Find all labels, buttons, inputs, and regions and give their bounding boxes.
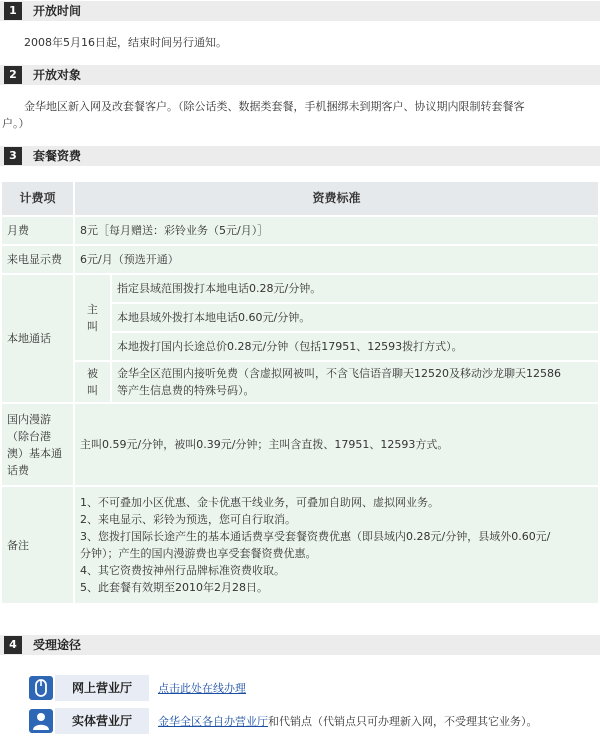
table-row	[2, 217, 598, 244]
section-title: 受理途径	[33, 638, 82, 652]
incoming-label	[75, 362, 110, 402]
section-number: 4	[4, 636, 22, 654]
table-row	[2, 246, 598, 273]
incoming-label-char: 叫	[87, 384, 98, 397]
note-line: 1、不可叠加小区优惠、金卡优惠干线业务，可叠加自助网、虚拟网业务。	[80, 496, 439, 509]
caller-id-label: 来电显示费	[2, 246, 73, 273]
monthly-fee-value: 8元［每月赠送：彩铃业务（5元/月）］	[75, 217, 598, 244]
person-icon	[29, 709, 53, 733]
physical-channel-desc: 和代销点（代销点只可办理新入网，不受理其它业务）。	[268, 715, 538, 728]
roaming-label	[2, 404, 73, 485]
table-row	[2, 404, 598, 485]
header-standard: 资费标准	[75, 182, 598, 215]
note-line: 5、此套餐有效期至2010年2月28日。	[80, 581, 268, 594]
section-title: 开放时间	[33, 4, 82, 18]
section-header-open-time	[0, 1, 600, 21]
physical-hall-link[interactable]: 金华全区各自办营业厅	[158, 715, 268, 728]
section-number: 3	[4, 147, 22, 165]
outgoing-label	[75, 275, 110, 360]
outgoing-item: 本地拨打国内长途总价0.28元/分钟（包括17951、12593拨打方式）。	[112, 333, 598, 360]
mouse-icon	[29, 676, 53, 700]
table-row	[2, 275, 598, 302]
note-line: 分钟）；产生的国内漫游费也享受套餐资费优惠。	[80, 547, 317, 560]
open-target-text-line1: 金华地区新入网及改套餐客户。（除公话类、数据类套餐，手机捆绑未到期客户、协议期内限制转套餐客	[24, 100, 525, 113]
notes-value	[75, 487, 598, 603]
note-line: 4、其它资费按神州行品牌标准资费收取。	[80, 564, 285, 577]
fee-table	[0, 180, 600, 605]
section-number: 2	[4, 66, 22, 84]
roaming-value: 主叫0.59元/分钟，被叫0.39元/分钟；主叫含直拨、17951、12593方式。	[75, 404, 598, 485]
section-header-fees	[0, 146, 600, 166]
section-title: 套餐资费	[33, 149, 82, 163]
outgoing-item: 指定县域范围拨打本地电话0.28元/分钟。	[112, 275, 598, 302]
outgoing-label-char: 主	[87, 302, 98, 316]
roaming-label-line: （除台港	[7, 429, 51, 443]
outgoing-label-char: 叫	[87, 319, 98, 333]
section-title: 开放对象	[33, 68, 82, 82]
online-hall-label: 网上营业厅	[55, 675, 149, 701]
notes-label: 备注	[2, 487, 73, 603]
monthly-fee-label: 月费	[2, 217, 73, 244]
incoming-value-line: 等产生信息费的特殊号码）。	[117, 384, 255, 397]
table-row	[2, 487, 598, 603]
outgoing-item: 本地县域外拨打本地电话0.60元/分钟。	[112, 304, 598, 331]
incoming-value-line: 金华全区范围内接听免费（含虚拟网被叫，不含飞信语音聊天12520及移动沙龙聊天12586	[117, 367, 561, 380]
table-header-row	[2, 182, 598, 215]
online-apply-link[interactable]: 点击此处在线办理	[158, 682, 246, 695]
note-line: 2、来电显示、彩铃为预选，您可自行取消。	[80, 513, 296, 526]
incoming-label-char: 被	[87, 367, 98, 380]
incoming-value	[112, 362, 598, 402]
section-header-channels	[0, 635, 600, 655]
roaming-label-line: 话费	[7, 463, 29, 477]
roaming-label-line: 国内漫游	[7, 412, 51, 426]
header-item: 计费项	[2, 182, 73, 215]
open-target-text-line2: 户。）	[2, 117, 30, 130]
physical-channel-text	[158, 713, 538, 730]
caller-id-value: 6元/月（预选开通）	[75, 246, 598, 273]
note-line: 3、您拨打国际长途产生的基本通话费享受套餐资费优惠（即县域内0.28元/分钟，县域外0.60元/	[80, 530, 551, 543]
section-number: 1	[4, 2, 22, 20]
local-call-label: 本地通话	[2, 275, 73, 402]
table-row	[2, 362, 598, 402]
open-time-text: 2008年5月16日起，结束时间另行通知。	[24, 36, 227, 49]
physical-hall-label: 实体营业厅	[55, 708, 149, 734]
roaming-label-line: 澳）基本通	[7, 446, 62, 460]
section-header-open-target	[0, 65, 600, 85]
